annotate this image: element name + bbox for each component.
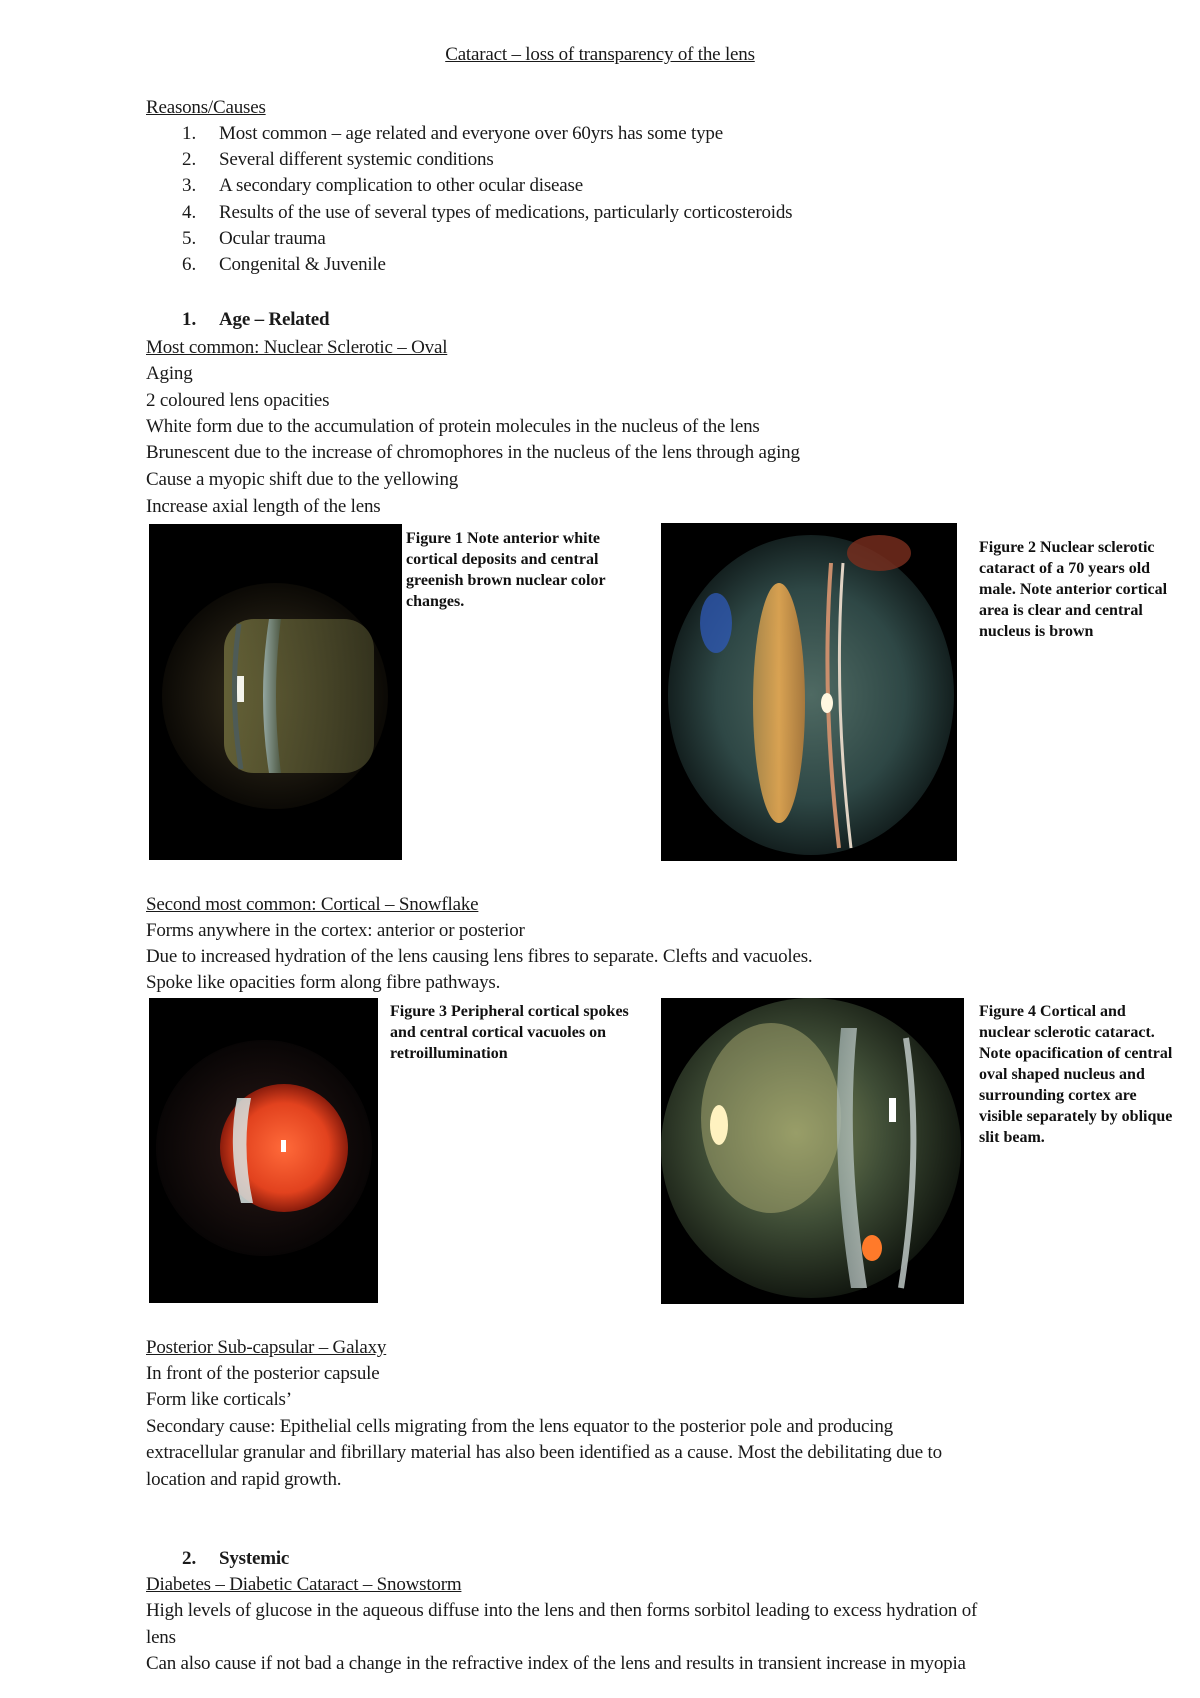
subheading-cortical: Second most common: Cortical – Snowflake xyxy=(146,894,479,915)
list-item-number: 3. xyxy=(182,175,197,196)
paragraph-line: Brunescent due to the increase of chromophores in the nucleus of the lens through aging xyxy=(146,442,800,463)
list-item: Several different systemic conditions xyxy=(219,149,494,170)
section-heading: Systemic xyxy=(219,1548,290,1569)
list-item: Results of the use of several types of medications, particularly corticosteroids xyxy=(219,202,793,223)
list-item: Congenital & Juvenile xyxy=(219,254,386,275)
section-number: 1. xyxy=(182,309,197,330)
list-item-number: 6. xyxy=(182,254,197,275)
paragraph-line: extracellular granular and fibrillary material has also been identified as a cause. Most the debilitating due to xyxy=(146,1442,942,1463)
figure-2-caption: Figure 2 Nuclear sclerotic cataract of a 70 years old male. Note anterior cortical area is clear and central nucleus is brown xyxy=(979,539,1168,640)
paragraph-line: location and rapid growth. xyxy=(146,1469,342,1490)
paragraph-line: lens xyxy=(146,1627,176,1648)
paragraph-line: In front of the posterior capsule xyxy=(146,1363,380,1384)
paragraph-line: Secondary cause: Epithelial cells migrating from the lens equator to the posterior pole and producing xyxy=(146,1416,893,1437)
paragraph-line: White form due to the accumulation of protein molecules in the nucleus of the lens xyxy=(146,416,760,437)
list-item-number: 2. xyxy=(182,149,197,170)
paragraph-line: High levels of glucose in the aqueous diffuse into the lens and then forms sorbitol leading to excess hydration of xyxy=(146,1600,978,1621)
figure-4-image xyxy=(661,998,964,1304)
paragraph-line: Spoke like opacities form along fibre pathways. xyxy=(146,972,501,993)
paragraph-line: Can also cause if not bad a change in the refractive index of the lens and results in transient increase in myopia xyxy=(146,1653,966,1674)
paragraph-line: Forms anywhere in the cortex: anterior or posterior xyxy=(146,920,525,941)
list-item-number: 4. xyxy=(182,202,197,223)
page-title: Cataract – loss of transparency of the lens xyxy=(445,44,755,65)
figure-1-caption: Figure 1 Note anterior white cortical deposits and central greenish brown nuclear color changes. xyxy=(406,530,606,610)
figure-3-image xyxy=(149,998,378,1303)
paragraph-line: Due to increased hydration of the lens causing lens fibres to separate. Clefts and vacuoles. xyxy=(146,946,813,967)
list-item-number: 5. xyxy=(182,228,197,249)
list-item-number: 1. xyxy=(182,123,197,144)
section-number: 2. xyxy=(182,1548,197,1569)
list-item: Most common – age related and everyone over 60yrs has some type xyxy=(219,123,723,144)
causes-heading: Reasons/Causes xyxy=(146,97,266,118)
paragraph-line: Aging xyxy=(146,363,193,384)
paragraph-line: Cause a myopic shift due to the yellowing xyxy=(146,469,459,490)
figure-2-image xyxy=(661,523,957,861)
paragraph-line: Form like corticals’ xyxy=(146,1389,292,1410)
subheading-psc: Posterior Sub-capsular – Galaxy xyxy=(146,1337,387,1358)
list-item: A secondary complication to other ocular disease xyxy=(219,175,583,196)
section-heading: Age – Related xyxy=(219,309,330,330)
figure-3-caption: Figure 3 Peripheral cortical spokes and central cortical vacuoles on retroillumination xyxy=(390,1003,629,1062)
figure-4-caption: Figure 4 Cortical and nuclear sclerotic cataract. Note opacification of central oval shaped nucleus and surrounding cortex are visible separately by oblique slit beam. xyxy=(979,1003,1173,1146)
list-item: Ocular trauma xyxy=(219,228,326,249)
figure-1-image xyxy=(149,524,402,860)
subheading-diabetes: Diabetes – Diabetic Cataract – Snowstorm xyxy=(146,1574,462,1595)
subheading-nuclear: Most common: Nuclear Sclerotic – Oval xyxy=(146,337,448,358)
paragraph-line: Increase axial length of the lens xyxy=(146,496,381,517)
paragraph-line: 2 coloured lens opacities xyxy=(146,390,330,411)
